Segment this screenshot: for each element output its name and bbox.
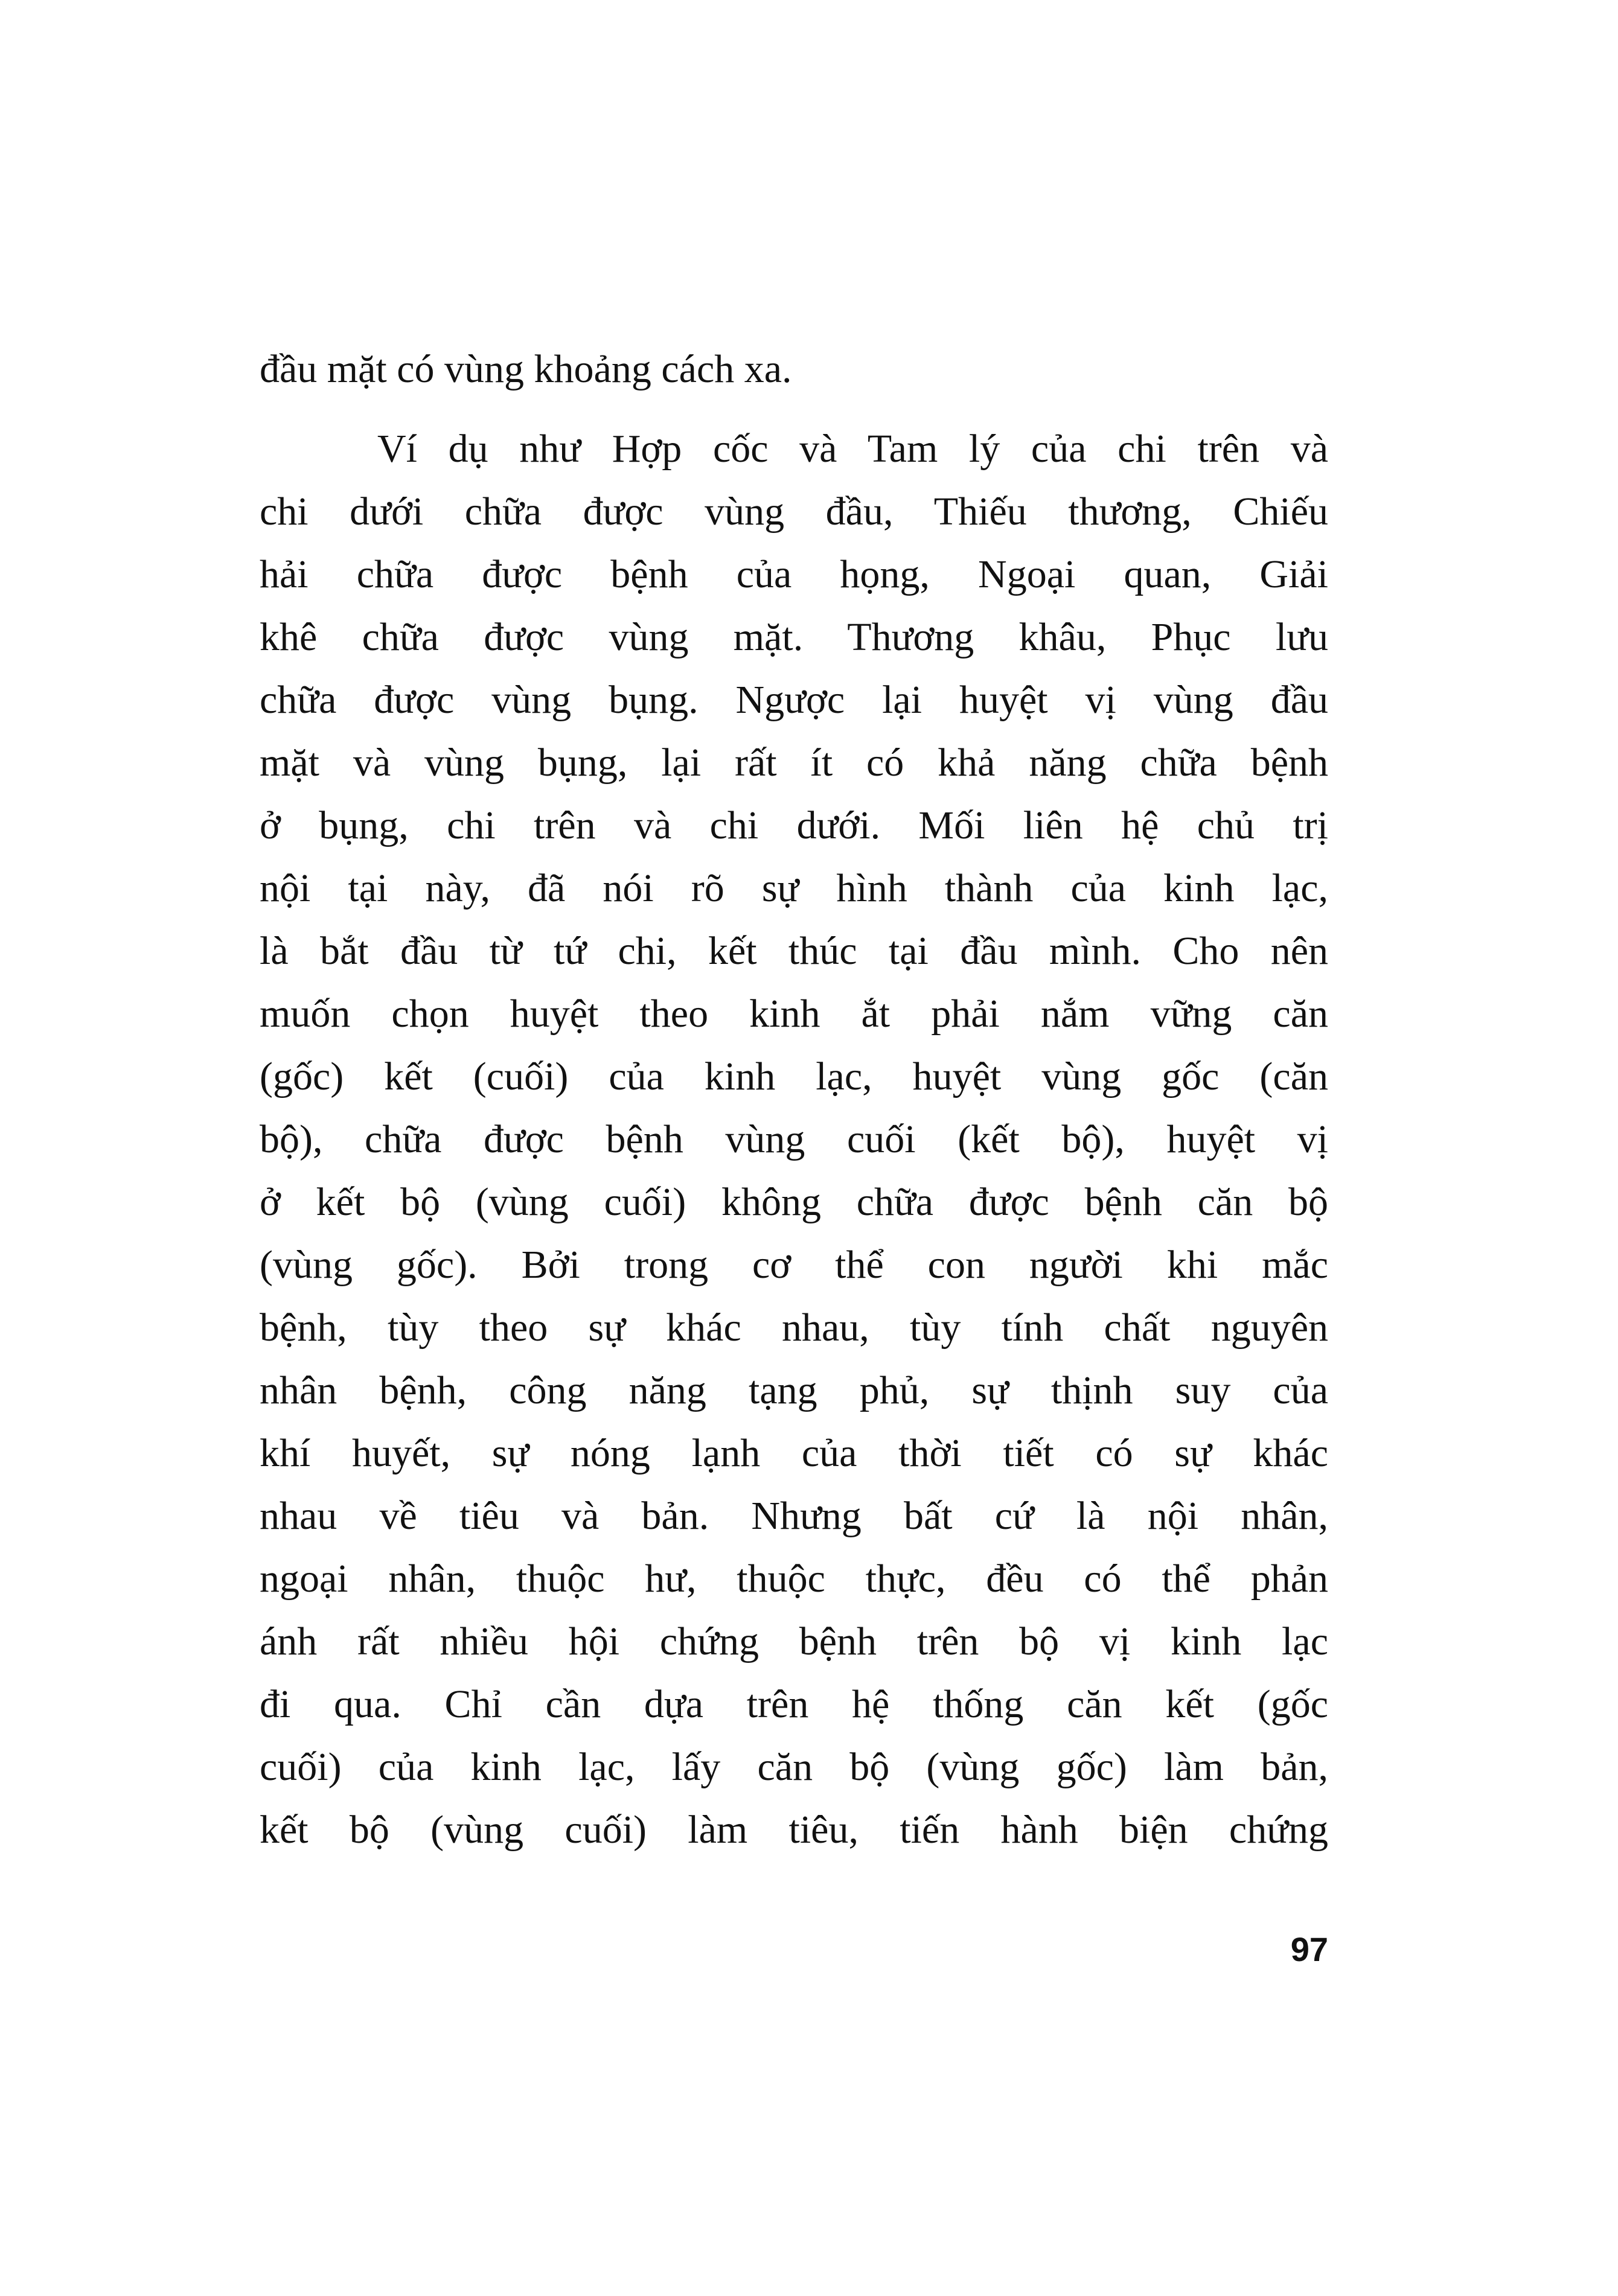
text-line: chi dưới chữa được vùng đầu, Thiếu thương, Chiếu [260, 489, 1328, 534]
text-line: khí huyết, sự nóng lạnh của thời tiết có sự khác [260, 1431, 1328, 1475]
text-line: kết bộ (vùng cuối) làm tiêu, tiến hành biện chứng [260, 1808, 1328, 1852]
text-line: nội tại này, đã nói rõ sự hình thành của kinh lạc, [260, 866, 1328, 910]
text-line: là bắt đầu từ tứ chi, kết thúc tại đầu mình. Cho nên [260, 929, 1328, 973]
text-line: bệnh, tùy theo sự khác nhau, tùy tính chất nguyên [260, 1306, 1328, 1350]
text-line: ở bụng, chi trên và chi dưới. Mối liên hệ chủ trị [260, 803, 1328, 847]
paragraph-first-line: Ví dụ như Hợp cốc và Tam lý của chi trên và [377, 427, 1328, 471]
text-line: mặt và vùng bụng, lại rất ít có khả năng chữa bệnh [260, 741, 1328, 785]
text-line: ở kết bộ (vùng cuối) không chữa được bệnh căn bộ [260, 1180, 1328, 1224]
text-line: hải chữa được bệnh của họng, Ngoại quan, Giải [260, 552, 1328, 596]
body-text [260, 338, 1328, 1861]
text-line: khê chữa được vùng mặt. Thương khâu, Phục lưu [260, 615, 1328, 659]
text-line: (vùng gốc). Bởi trong cơ thể con người khi mắc [260, 1243, 1328, 1287]
text-line: ánh rất nhiều hội chứng bệnh trên bộ vị kinh lạc [260, 1619, 1328, 1663]
page-number: 97 [1290, 1930, 1328, 1968]
text-line: ngoại nhân, thuộc hư, thuộc thực, đều có thể phản [260, 1557, 1328, 1601]
text-line: muốn chọn huyệt theo kinh ắt phải nắm vững căn [260, 992, 1328, 1036]
text-line: nhau về tiêu và bản. Nhưng bất cứ là nội nhân, [260, 1494, 1328, 1538]
text-line: (gốc) kết (cuối) của kinh lạc, huyệt vùng gốc (căn [260, 1054, 1328, 1099]
text-line: đầu mặt có vùng khoảng cách xa. [260, 347, 792, 391]
text-line: bộ), chữa được bệnh vùng cuối (kết bộ), huyệt vị [260, 1117, 1328, 1161]
text-line: cuối) của kinh lạc, lấy căn bộ (vùng gốc) làm bản, [260, 1745, 1328, 1789]
text-line: nhân bệnh, công năng tạng phủ, sự thịnh suy của [260, 1368, 1328, 1412]
text-line: chữa được vùng bụng. Ngược lại huyệt vị vùng đầu [260, 678, 1328, 722]
text-line: đi qua. Chỉ cần dựa trên hệ thống căn kết (gốc [260, 1682, 1328, 1726]
